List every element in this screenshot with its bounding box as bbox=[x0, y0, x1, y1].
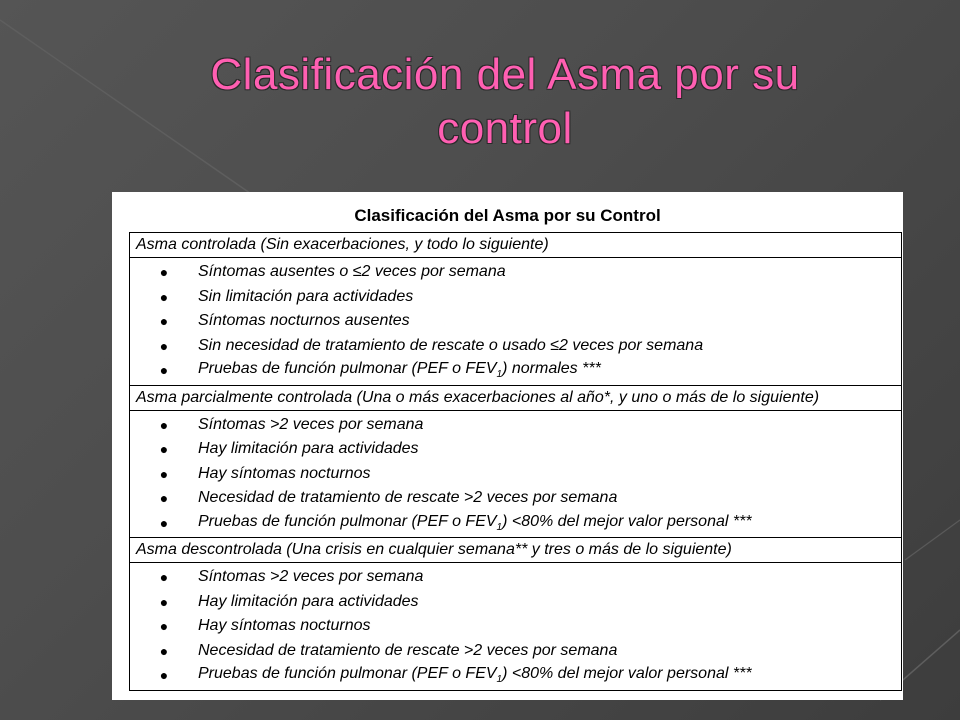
list-item bbox=[130, 639, 901, 664]
list-item-text: Necesidad de tratamiento de rescate >2 veces por semana bbox=[198, 489, 618, 507]
table-row bbox=[130, 385, 902, 410]
bullet-icon: ● bbox=[159, 362, 169, 379]
list-item-text: Hay limitación para actividades bbox=[198, 592, 419, 610]
list-item-text-pre: Pruebas de función pulmonar (PEF o FEV bbox=[198, 512, 497, 530]
list-item-text: Sin limitación para actividades bbox=[198, 287, 414, 305]
section-header-descontrolada: Asma descontrolada (Una crisis en cualquier semana** y tres o más de lo siguiente) bbox=[130, 538, 902, 563]
bullet-icon: ● bbox=[159, 569, 169, 586]
list-item-text: Síntomas nocturnos ausentes bbox=[198, 312, 410, 330]
list-item-text-post: ) <80% del mejor valor personal *** bbox=[502, 665, 752, 683]
bullet-list-parcialmente-controlada bbox=[130, 410, 902, 538]
list-item-text bbox=[198, 665, 901, 685]
bullet-icon: ● bbox=[159, 618, 169, 635]
slide-title-line-2: control bbox=[437, 104, 573, 153]
bullet-icon: ● bbox=[159, 264, 169, 281]
slide-title-line-1: Clasificación del Asma por su bbox=[210, 50, 800, 99]
document-heading: Clasificación del Asma por su Control bbox=[354, 206, 661, 225]
list-item-text-post: ) normales *** bbox=[502, 360, 601, 378]
list-item bbox=[130, 663, 901, 688]
list-item-text bbox=[198, 513, 901, 533]
table-row bbox=[130, 258, 902, 386]
classification-table bbox=[129, 232, 902, 691]
document-image bbox=[112, 192, 903, 700]
list-item bbox=[130, 462, 901, 487]
list-item-text: Síntomas ausentes o ≤2 veces por semana bbox=[198, 263, 506, 281]
table-row bbox=[130, 410, 902, 538]
list-item bbox=[130, 511, 901, 536]
list-item bbox=[130, 565, 901, 590]
bullet-icon: ● bbox=[159, 441, 169, 458]
subscript: 1 bbox=[496, 369, 503, 381]
list-item-text: Hay síntomas nocturnos bbox=[198, 464, 371, 482]
list-item bbox=[130, 260, 901, 285]
bullet-icon: ● bbox=[159, 490, 169, 507]
bullet-list-descontrolada bbox=[130, 563, 902, 691]
bullet-icon: ● bbox=[159, 514, 169, 531]
list-item bbox=[130, 614, 901, 639]
table-row bbox=[130, 563, 902, 691]
list-item-text bbox=[198, 360, 901, 380]
list-item-text-pre: Pruebas de función pulmonar (PEF o FEV bbox=[198, 360, 497, 378]
list-item-text: Necesidad de tratamiento de rescate >2 veces por semana bbox=[198, 641, 618, 659]
subscript: 1 bbox=[496, 674, 503, 686]
slide-title bbox=[0, 48, 960, 156]
list-item-text: Síntomas >2 veces por semana bbox=[198, 415, 424, 433]
list-item-text-post: ) <80% del mejor valor personal *** bbox=[502, 512, 752, 530]
list-item bbox=[130, 285, 901, 310]
list-item bbox=[130, 309, 901, 334]
table-row bbox=[130, 538, 902, 563]
bullet-icon: ● bbox=[159, 313, 169, 330]
list-item-text: Hay limitación para actividades bbox=[198, 440, 419, 458]
list-item bbox=[130, 413, 901, 438]
list-item bbox=[130, 334, 901, 359]
list-item-text: Sin necesidad de tratamiento de rescate o usado ≤2 veces por semana bbox=[198, 336, 704, 354]
list-item-text: Síntomas >2 veces por semana bbox=[198, 568, 424, 586]
bullet-icon: ● bbox=[159, 416, 169, 433]
section-header-controlada: Asma controlada (Sin exacerbaciones, y todo lo siguiente) bbox=[130, 233, 902, 258]
bullet-icon: ● bbox=[159, 465, 169, 482]
list-item-text-pre: Pruebas de función pulmonar (PEF o FEV bbox=[198, 665, 497, 683]
bullet-icon: ● bbox=[159, 288, 169, 305]
subscript: 1 bbox=[496, 521, 503, 533]
list-item bbox=[130, 437, 901, 462]
bullet-icon: ● bbox=[159, 667, 169, 684]
table-row bbox=[130, 233, 902, 258]
list-item bbox=[130, 590, 901, 615]
bullet-icon: ● bbox=[159, 337, 169, 354]
list-item bbox=[130, 486, 901, 511]
list-item-text: Hay síntomas nocturnos bbox=[198, 617, 371, 635]
bullet-icon: ● bbox=[159, 593, 169, 610]
section-header-parcialmente-controlada: Asma parcialmente controlada (Una o más exacerbaciones al año*, y uno o más de lo siguiente) bbox=[130, 385, 902, 410]
bullet-icon: ● bbox=[159, 642, 169, 659]
bullet-list-controlada bbox=[130, 258, 902, 386]
list-item bbox=[130, 358, 901, 383]
